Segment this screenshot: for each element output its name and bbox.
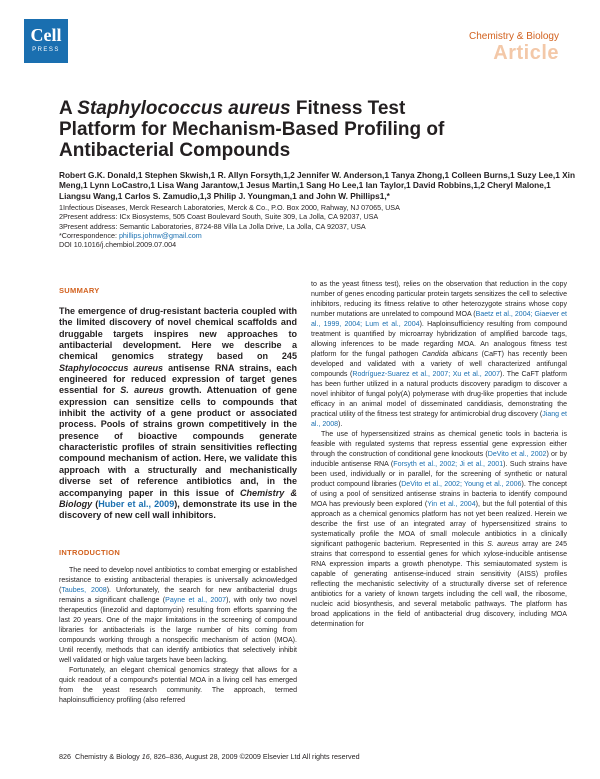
introduction-text: The need to develop novel antibiotics to combat emerging or established resistance to existing antibacterial therapies is universally acknowledged (Taubes, 2008). Unfortunately, the search for new antibacterial drugs remains a significant challenge (Payne et al., 2007), with only two novel therapeutics (linezolid and daptomycin) resulting from efforts spanning the last 20 years. One of the major limitations in the screening of compound libraries for antibacterials is the large number of hits coming from compounds working through a nonspecific mechanism of action (MOA). Until recently, methods that can identify antibiotics that selectively inhibit well validated or high value targets have been lacking. Fortunately, an elegant chemical genomics strategy that allows for a quick readout of a compound's potential MOA in a living cell has emerged from the yeast research community. The approach, termed haploinsufficiency profiling (also referred <box>59 567 297 704</box>
article-title: A Staphylococcus aureus Fitness Test Platform for Mechanism-Based Profiling of Antibacterial Compounds <box>59 98 445 161</box>
author-list: Robert G.K. Donald,1 Stephen Skwish,1 R. Allyn Forsyth,1,2 Jennifer W. Anderson,1 Tanya Zhong,1 Colleen Burns,1 Suzy Lee,1 Xin Meng,1 Lynn LoCastro,1 Lisa Wang Jarantow,1 Jesus Martin,1 Sang Ho Lee,1 Ian Taylor,1 David Robbins,1,2 Cheryl Malone,1 Liangsu Wang,1 Carlos S. Zamudio,1,3 Philip J. Youngman,1 and John W. Phillips1,* <box>59 170 576 201</box>
affiliations <box>59 203 579 249</box>
ref-link[interactable]: Taubes, 2008 <box>61 587 107 594</box>
ref-link[interactable]: DeVito et al., 2002 <box>487 451 547 458</box>
title-species: Staphylococcus aureus <box>77 98 291 119</box>
ref-link[interactable]: Forsyth et al., 2002; Ji et al., 2001 <box>393 461 504 468</box>
ref-link[interactable]: Huber et al., 2009 <box>98 498 175 509</box>
correspondence: *Correspondence: phillips.johnw@gmail.com <box>59 230 202 240</box>
correspondence-email[interactable]: phillips.johnw@gmail.com <box>118 230 202 240</box>
logo-press-text: PRESS <box>32 47 60 53</box>
ref-link[interactable]: Payne et al., 2007 <box>165 597 227 604</box>
summary-text: The emergence of drug-resistant bacteria coupled with the limited discovery of novel chemical scaffolds and druggable targets inspires new approaches to antibacterial development. Here we describe a chemical genomics strategy based on 245 Staphylococcus aureus antisense RNA strains, each engineered for reduced expression of target genes essential for S. aureus growth. Attenuation of gene expression can sensitize cells to compounds that inhibit the activity of a gene product or associated process. Pools of strains grown competitively in the presence of bioactive compounds generate characteristic profiles of strain sensitivities reflecting compound mechanism of action. Here, we validate this approach with a structurally and mechanistically diverse set of reference antibiotics and, in the accompanying paper in this issue of Chemistry & Biology (Huber et al., 2009), demonstrate its use in the discovery of new cell wall inhibitors. <box>59 306 298 521</box>
ref-link[interactable]: DeVito et al., 2002; Young et al., 2006 <box>401 481 522 488</box>
page-number: 826 <box>59 752 71 761</box>
ref-link[interactable]: Jiang et al., 2008 <box>311 411 568 428</box>
page-footer: 826 Chemistry & Biology 16, 826–836, August 28, 2009 ©2009 Elsevier Ltd All rights reserved <box>59 752 360 761</box>
cell-press-logo <box>24 19 68 63</box>
ref-link[interactable]: Yin et al., 2004 <box>427 501 476 508</box>
affiliation-1: 1Infectious Diseases, Merck Research Laboratories, Merck & Co., P.O. Box 2000, Rahway, NJ 07065, USA <box>59 203 400 212</box>
affiliation-2: 2Present address: ICx Biosystems, 505 Coast Boulevard South, Suite 309, La Jolla, CA 92037, USA <box>59 212 379 222</box>
journal-name: Chemistry & Biology <box>468 31 559 42</box>
summary-heading: SUMMARY <box>59 286 100 295</box>
doi: DOI 10.1016/j.chembiol.2009.07.004 <box>59 240 177 250</box>
ref-link[interactable]: Rodríguez-Suarez et al., 2007; Xu et al., 2007 <box>352 371 501 378</box>
affiliation-3: 3Present address: Semantic Laboratories, 8724-88 Villa La Jolla Drive, La Jolla, CA 92037, USA <box>59 221 366 231</box>
logo-cell-text: Cell <box>30 25 62 45</box>
ref-link[interactable]: Baetz et al., 2004; Giaever et al., 1999, 2004; Lum et al., 2004 <box>311 311 567 328</box>
introduction-heading: INTRODUCTION <box>59 548 121 557</box>
article-type: Article <box>493 42 559 64</box>
right-column-text: to as the yeast fitness test), relies on the observation that reduction in the copy number of genes encoding particular protein targets sensitizes the cell to selective inhibitors, reducing its fitness relative to other heterozygote strains whose copy number mutations are unrelated to compound MOA (Baetz et al., 2004; Giaever et al., 1999, 2004; Lum et al., 2004). Haploinsufficiency resulting from compound treatment is quantified by microarray hybridization of amplified barcode tags, allowing inferences to be made regarding MOA. An analogous fitness test platform for the fungal pathogen Candida albicans (CaFT) has recently been developed and validated with a variety of well characterized antifungal compounds (Rodríguez-Suarez et al., 2007; Xu et al., 2007). The CaFT platform has been further utilized in a natural products discovery paradigm to discover a novel inhibitor of fungal poly(A) polymerase with drug-like properties that include efficacy in an animal model of disseminated candidiasis, demonstrating the practical utility of the fitness test strategy for antimicrobial drug discovery (Jiang et al., 2008). The use of hypersensitized strains as chemical genetic tools in bacteria is feasible with regulated systems that repress essential gene expression either through the construction of conditional gene knockouts (DeVito et al., 2002) or by inducible antisense RNA (Forsyth et al., 2002; Ji et al., 2001). Such strains have been used, individually or in parallel, for the screening of synthetic or natural product compound libraries (DeVito et al., 2002; Young et al., 2006). The concept of using a pool of sensitized antisense strains in bacteria to identify compound MOA has previously been explored (Yin et al., 2004), but the full potential of this approach as a chemical genomics platform has not yet been realized. Herein we describe the first use of an integrated array of hypersensitized strains to systematically profile the MOA of small molecule antibiotics in a clinically significant pathogenic bacterium. Represented in this S. aureus array are 245 strains that correspond to essential genes for which xylose-inducible antisense RNA expression imparts a growth phenotype. This semiautomated system is capable of generating antisense-induced strain sensitivity (AISS) profiles reflecting the mechanistic selectivity of a structurally diverse set of reference antibiotics for a variety of known targets including the cell wall, the ribosome, nucleic acid biosynthesis, and several metabolic pathways. The platform has broad applications in the field of antibacterial drug discovery, including MOA determination for <box>311 281 568 628</box>
